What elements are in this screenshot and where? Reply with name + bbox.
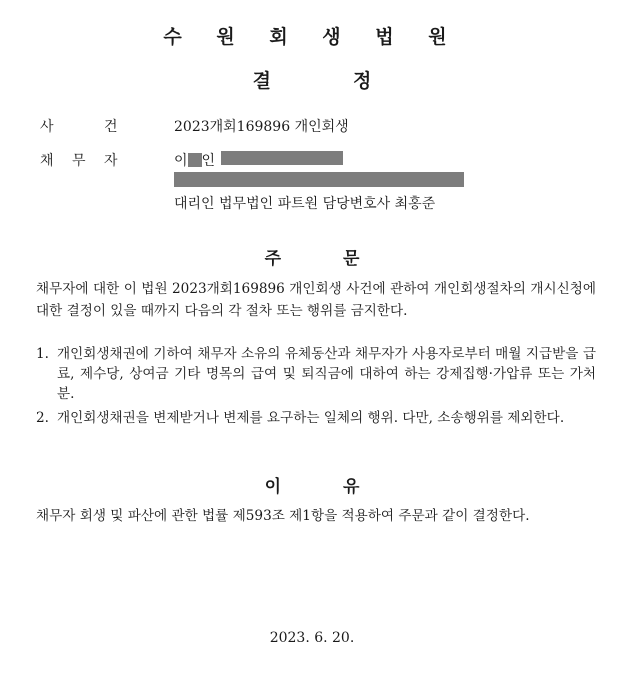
- debtor-name-redaction: [188, 153, 202, 167]
- order-item-number: 2.: [36, 410, 49, 426]
- order-item-number: 1.: [36, 346, 49, 362]
- debtor-name-last: 인: [201, 153, 216, 169]
- case-label-char-1: 사: [40, 119, 54, 135]
- reason-paragraph: 채무자 회생 및 파산에 관한 법률 제593조 제1항을 적용하여 주문과 같이 결정한다.: [36, 508, 530, 524]
- address-redaction-1: [221, 151, 343, 165]
- order-item-2: [36, 408, 596, 428]
- document-title-left: 결: [252, 70, 271, 92]
- case-label-char-2: 건: [104, 119, 118, 135]
- order-paragraph: 채무자에 대한 이 법원 2023개회169896 개인회생 사건에 관하여 개인회생절차의 개시신청에 대한 결정이 있을 때까지 다음의 각 절차 또는 행위를 금지한다.: [36, 281, 596, 319]
- debtor-label-char-1: 채: [40, 153, 54, 169]
- agent-line: 대리인 법무법인 파트원 담당변호사 최홍준: [174, 196, 436, 212]
- order-item-1: [36, 344, 596, 404]
- case-number: 2023개회169896 개인회생: [174, 119, 349, 135]
- debtor-name: [174, 150, 215, 170]
- decision-date: 2023. 6. 20.: [269, 630, 355, 646]
- reason-heading-left: 이: [264, 477, 281, 497]
- reason-heading-right: 유: [343, 477, 360, 497]
- reason-heading: [0, 472, 624, 497]
- document-title: [0, 66, 624, 93]
- debtor-label-char-3: 자: [104, 153, 118, 169]
- court-name: 수 원 회 생 법 원: [163, 26, 461, 48]
- order-item-text: 개인회생채권에 기하여 채무자 소유의 유체동산과 채무자가 사용자로부터 매월 지급받을 급료, 제수당, 상여금 기타 명목의 급여 및 퇴직금에 대하여 하는 강제집행·가압류 또는 가처분.: [57, 346, 596, 402]
- address-redaction-2: [174, 172, 464, 187]
- document-title-right: 정: [353, 70, 372, 92]
- order-heading: [0, 244, 624, 269]
- order-heading-left: 주: [264, 249, 281, 269]
- debtor-label-char-2: 무: [72, 153, 86, 169]
- order-item-text: 개인회생채권을 변제받거나 변제를 요구하는 일체의 행위. 다만, 소송행위를 제외한다.: [57, 410, 565, 426]
- debtor-name-first: 이: [174, 153, 188, 169]
- order-heading-right: 문: [343, 249, 360, 269]
